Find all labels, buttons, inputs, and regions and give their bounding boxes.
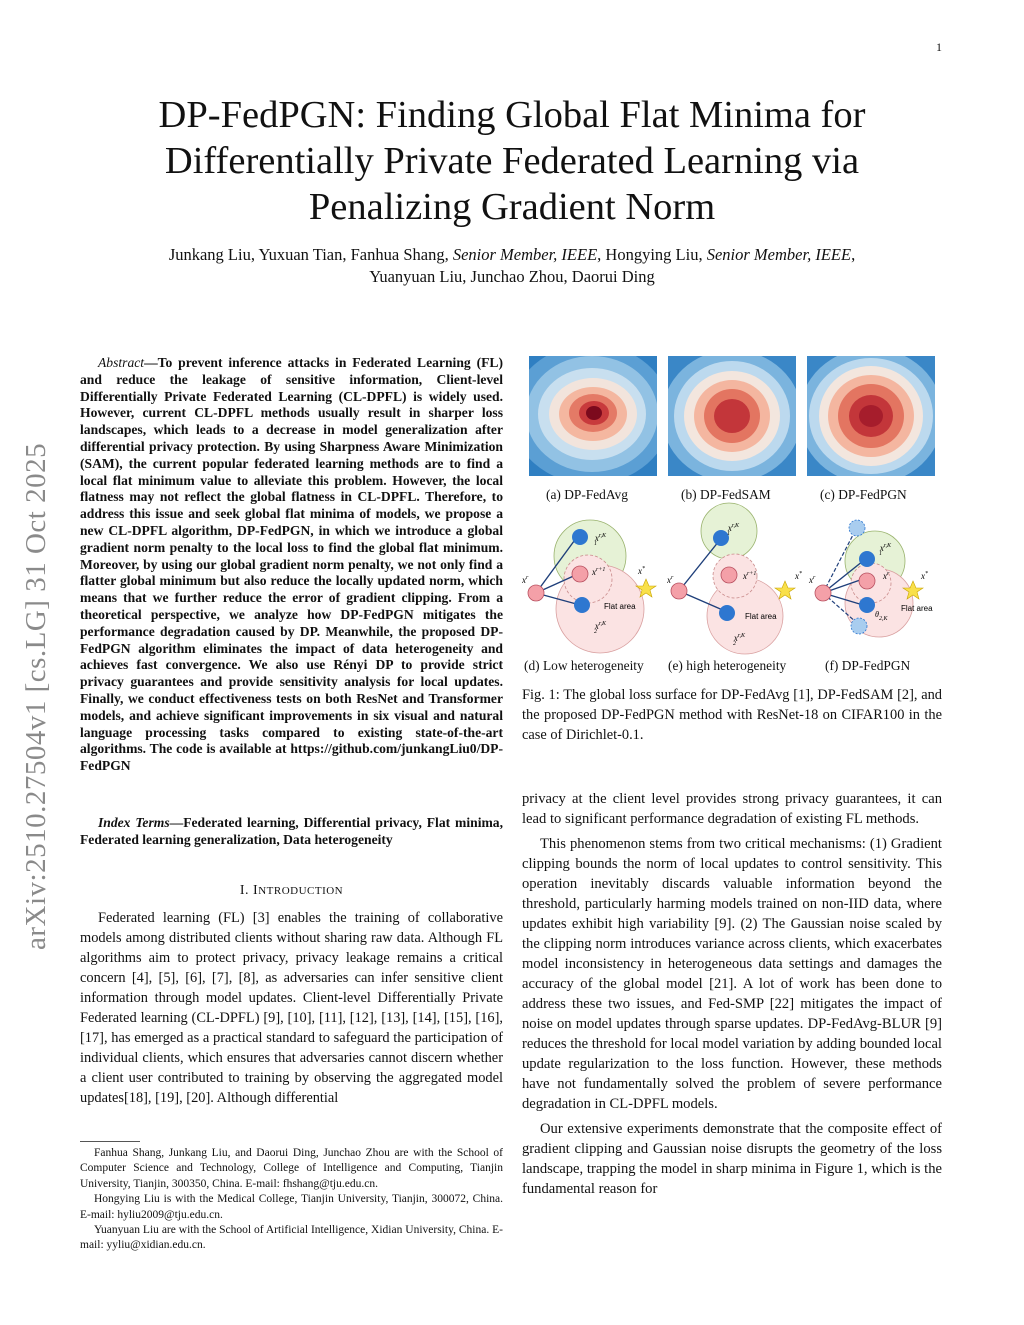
svg-text:xr,K1: $x^{r,K}$ 1 [727,523,739,537]
flat-area-label: Flat area [604,602,636,611]
diagram-high-heterogeneity [667,501,807,661]
subcaption: (e) high heterogeneity [668,658,787,673]
svg-text:xr: $x^r$ [809,575,816,585]
paragraph: privacy at the client level provides strong privacy guarantees, it can lead to significant performance degradation of existing FL methods. [522,791,942,827]
svg-text:xr: $x^r$ [883,571,890,581]
svg-text:xr: $x^r$ [522,575,529,585]
svg-text:x*: x* [795,571,802,581]
author-names: Junkang Liu, Yuxuan Tian, Fanhua Shang, [168,245,453,264]
intro-paragraph: Federated learning (FL) [3] enables the training of collaborative models among distributed clients without sharing raw data. Although FL algorithms aim to protect privacy, privacy leakage remains a critical concern [4], [5], [6], [7], [8], as adversaries can infer sensitive client information through model updates. Client-level Differentially Private Federated learning (CL-DPFL) [9], [10], [11], [12], [13], [14], [15], [16], [17], has emerged as a practical standard to safeguard the participation of individual clients, which ensures that adversaries cannot discern whether a client user contributed to training by observing the aggregated model updates[18], [19], [20]. Although differential [80,910,503,1106]
diagram-dp-fedpgn [807,501,947,661]
flat-area-label: Flat area [745,612,777,621]
paragraph: Our extensive experiments demonstrate that the composite effect of gradient clipping and Gaussian noise disrupts the geometry of the loss landscape, trapping the model in sharp minima in Figure 1, which is the fundamental reason for [522,1121,942,1197]
subcaption: (f) DP-FedPGN [825,658,911,673]
footnotes [80,1146,503,1254]
title-line: Differentially Private Federated Learning via [164,140,860,182]
title-line: Penalizing Gradient Norm [308,186,716,228]
svg-text:xr,K2: $x^{r,K}$ 2 [733,633,745,647]
index-terms-label: Index Terms [98,815,170,830]
section-number: I. [239,883,254,898]
subcaption: (d) Low heterogeneity [524,658,644,673]
footnote: Hongying Liu is with the Medical College, Tianjin University, Tianjin, 300072, China. E-mail: hyliu2009@tju.edu.cn. [80,1193,503,1221]
section-title-rest: NTRODUCTION [258,885,344,897]
diagram-low-heterogeneity [522,501,662,661]
footnote-rule [80,1141,140,1142]
paper-title [80,92,944,230]
loss-surface-fedsam [668,356,796,476]
author-affiliation-title: Senior Member, IEEE [452,245,598,264]
author-line [80,244,944,266]
author-line: Yuanyuan Liu, Junchao Zhou, Daorui Ding [369,267,655,286]
svg-text:xr+1: $x^{r+1}$ [743,571,757,581]
flat-area-label: Flat area [901,604,933,613]
loss-surface-fedavg [529,356,657,476]
figure-caption: Fig. 1: The global loss surface for DP-FedAvg [1], DP-FedSAM [2], and the proposed DP-FedPGN method with ResNet-18 on CIFAR100 in the case of Dirichlet-0.1. [522,687,942,743]
figure-1 [522,356,944,746]
author-names: , [851,245,856,264]
section-title-initial: I [253,883,259,898]
svg-text:xr+1: $x^{r+1}$ [592,567,606,577]
subcaption: (b) DP-FedSAM [681,487,771,502]
abstract-label: Abstract [98,355,145,370]
author-affiliation-title: Senior Member, IEEE [706,245,852,264]
arxiv-stamp: arXiv:2510.27504v1 [cs.LG] 31 Oct 2025 [20,442,52,950]
svg-text:θ2,K: $\theta_{2,K}$ [875,610,888,622]
abstract-text: —To prevent inference attacks in Federated Learning (FL) and reduce the leakage of sensitive information, Client-level Differentially Private Federated Learning (CL-DPFL) is widely used. However, current CL-DPFL methods usually result in sharper loss landscapes, which leads to a decrease in model generalization after differential privacy protection. By using Sharpness Aware Minimization (SAM), the current popular federated learning methods are to find a local flat minimum value to alleviate this problem. However, the local flatness may not reflect the global flatness in CL-DPFL. Therefore, to address this issue and seek global flat minima of models, we propose a new CL-DPFL algorithm, DP-FedPGN, in which we introduce a global gradient norm penalty to the local loss to find the global flat minimum. Moreover, by using our global gradient norm penalty, we not only find a flatter global minimum but also reduce the locally updated norm, which means that we further reduce the error of gradient clipping. From a theoretical perspective, we analyze how DP-FedPGN mitigates the performance degradation caused by DP. Meanwhile, the proposed DP-FedPGN algorithm eliminates the impact of data heterogeneity and achieves fast convergence. We also use Rényi DP to provide strict privacy guarantees and provide sensitivity analysis for local updates. Finally, we conduct effectiveness tests on both ResNet and Transformer models, and achieve significant improvements in six visual and natural language processing tasks compared to existing state-of-the-art algorithms. The code is available at https://github.com/junkangLiu0/DP-FedPGN [80,355,503,774]
svg-text:xr,K1: $x^{r,K}$ 1 [879,543,891,557]
loss-surface-fedpgn [807,356,935,476]
footnote: Yuanyuan Liu are with the School of Artificial Intelligence, Xidian University, China. E-mail: yyliu@xidian.edu.cn. [80,1224,503,1252]
svg-text:x*: x* [638,566,645,576]
author-list [80,244,944,288]
right-column-text [522,789,942,1199]
page-number: 1 [936,40,942,54]
footnote: Fanhua Shang, Junkang Liu, and Daorui Ding, Junchao Zhou are with the School of Computer Science and Technology, College of Intelligence and Computing, Tianjin University, Tianjin, 300350, China. E-mail: fhshang@tju.edu.cn. [80,1147,503,1190]
title-line: DP-FedPGN: Finding Global Flat Minima for [158,94,866,136]
svg-text:x*: x* [921,571,928,581]
svg-text:xr: $x^r$ [667,575,674,585]
index-terms-text: —Federated learning, Differential privacy, Flat minima, Federated learning generalization, Data heterogeneity [80,815,503,847]
author-names: , Hongying Liu, [597,245,707,264]
svg-text:xr,K1: $x^{r,K}$ 1 [594,533,606,547]
section-heading [80,883,503,899]
subcaption: (a) DP-FedAvg [546,487,628,502]
paragraph: This phenomenon stems from two critical mechanisms: (1) Gradient clipping bounds the norm of local updates to control sensitivity. This operation inevitably discards valuable information beyond the threshold, particularly harming models trained on non-IID data, where updates exhibit high variability [9]. (2) The Gaussian noise scaled by the clipping norm introduces variance across clients, which exacerbates model inconsistency in heterogeneous data settings and damages the accuracy of the global model [21]. A lot of work has been done to address these two issues, and Fed-SMP [22] mitigates the impact of noise on model updates through sparse updates. DP-FedAvg-BLUR [9] reduces the threshold for local model variation by adding bounded local update regularization to the loss function. However, these methods have not fundamentally solved the problem of severe performance degradation in CL-DPFL models. [522,836,942,1112]
index-terms [80,815,503,849]
svg-text:xr,K2: $x^{r,K}$ 2 [594,621,606,635]
subcaption: (c) DP-FedPGN [820,487,907,502]
abstract [80,355,503,775]
